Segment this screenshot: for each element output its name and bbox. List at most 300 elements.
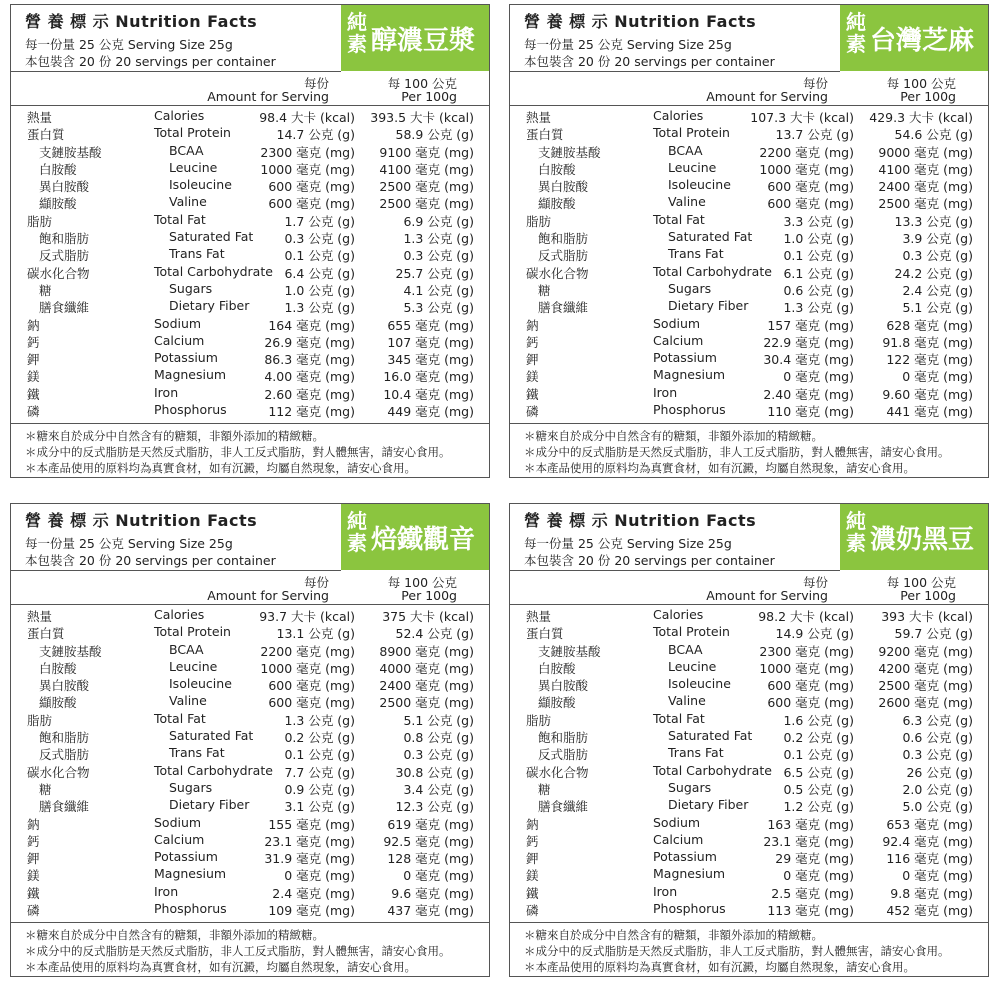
value-per-100g: 128 毫克 (mg) [387, 851, 474, 867]
value-per-100g: 4100 毫克 (mg) [878, 161, 973, 177]
nutrient-name-en: Phosphorus [653, 402, 726, 418]
nutrient-row [510, 711, 988, 728]
value-per-serving: 1.0 公克 (g) [783, 231, 854, 247]
value-per-100g: 5.1 公克 (g) [902, 300, 973, 316]
nutrient-name-zh: 鐵 [27, 386, 40, 402]
value-per-serving: 4.00 毫克 (mg) [264, 369, 355, 385]
nutrient-name-en: Total Protein [154, 624, 231, 640]
nutrient-name-en: Saturated Fat [668, 728, 753, 744]
value-per-serving: 600 毫克 (mg) [268, 695, 355, 711]
value-per-serving: 14.7 公克 (g) [276, 127, 355, 143]
value-per-serving: 93.7 大卡 (kcal) [259, 609, 355, 624]
nutrient-name-zh: 反式脂肪 [538, 248, 589, 264]
value-per-100g: 2500 毫克 (mg) [379, 695, 474, 711]
nutrient-name-zh: 磷 [526, 903, 539, 919]
nutrient-name-en: Total Carbohydrate [653, 762, 772, 778]
footnote: ＊成分中的反式脂肪是天然反式脂肪，非人工反式脂肪，對人體無害，請安心食用。 [524, 445, 950, 459]
footnote: ＊成分中的反式脂肪是天然反式脂肪，非人工反式脂肪，對人體無害，請安心食用。 [25, 445, 451, 459]
product-badge [840, 5, 988, 71]
value-per-100g: 52.4 公克 (g) [395, 626, 474, 642]
value-per-100g: 0.3 公克 (g) [403, 248, 474, 264]
footnote: ＊糖來自於成分中自然含有的糖類，非額外添加的精緻糖。 [25, 928, 324, 942]
nutrient-row [11, 229, 489, 246]
nutrient-name-en: Potassium [653, 350, 717, 366]
value-per-serving: 1.2 公克 (g) [783, 799, 854, 815]
value-per-100g: 10.4 毫克 (mg) [383, 386, 474, 402]
col-per-100g-zh: 每 100 公克 [886, 575, 956, 590]
nutrient-name-en: Isoleucine [668, 676, 731, 692]
value-per-100g: 0.3 公克 (g) [403, 747, 474, 763]
value-per-serving: 0.1 公克 (g) [284, 248, 355, 264]
nutrient-row [510, 108, 988, 125]
nutrient-name-zh: 鉀 [526, 851, 539, 867]
nutrient-name-en: Total Protein [154, 125, 231, 141]
value-per-100g: 107 毫克 (mg) [387, 334, 474, 350]
nutrient-row [510, 780, 988, 797]
nutrient-row [510, 624, 988, 641]
nutrient-row [11, 659, 489, 676]
value-per-serving: 98.2 大卡 (kcal) [758, 609, 854, 624]
nutrient-name-zh: 鎂 [27, 369, 40, 385]
nutrient-name-zh: 鐵 [27, 885, 40, 901]
value-per-100g: 2500 毫克 (mg) [379, 196, 474, 212]
vegan-mark: 純素 [846, 10, 866, 56]
value-per-100g: 0.3 公克 (g) [902, 248, 973, 264]
value-per-serving: 1.7 公克 (g) [284, 213, 355, 229]
nutrition-panel [10, 4, 490, 478]
nutrient-row [510, 676, 988, 693]
value-per-serving: 600 毫克 (mg) [268, 678, 355, 694]
value-per-serving: 1.3 公克 (g) [783, 300, 854, 316]
nutrient-name-zh: 糖 [39, 282, 52, 298]
footnotes [11, 922, 489, 975]
value-per-serving: 1000 毫克 (mg) [759, 660, 854, 676]
nutrient-row [11, 728, 489, 745]
value-per-serving: 0.6 公克 (g) [783, 282, 854, 298]
nutrient-name-en: Sodium [653, 814, 701, 830]
value-per-serving: 14.9 公克 (g) [775, 626, 854, 642]
nutrient-name-zh: 異白胺酸 [538, 678, 589, 694]
nutrient-name-zh: 熱量 [526, 609, 552, 624]
value-per-serving: 0.3 公克 (g) [284, 231, 355, 247]
nutrient-name-zh: 鈣 [526, 833, 539, 849]
value-per-serving: 2.4 毫克 (mg) [272, 885, 355, 901]
value-per-serving: 163 毫克 (mg) [767, 816, 854, 832]
value-per-serving: 6.5 公克 (g) [783, 764, 854, 780]
nutrient-name-en: Magnesium [154, 866, 227, 882]
value-per-100g: 449 毫克 (mg) [387, 404, 474, 420]
value-per-serving: 600 毫克 (mg) [767, 695, 854, 711]
nutrient-name-zh: 異白胺酸 [39, 678, 90, 694]
value-per-serving: 23.1 毫克 (mg) [763, 833, 854, 849]
product-badge [341, 5, 489, 71]
col-per-100g-en: Per 100g [900, 588, 956, 603]
nutrient-row [11, 212, 489, 229]
nutrient-row [510, 194, 988, 211]
nutrient-row [11, 160, 489, 177]
value-per-serving: 2300 毫克 (mg) [759, 643, 854, 659]
footnote: ＊本產品使用的原料均為真實食材，如有沉澱，均屬自然現象，請安心食用。 [25, 461, 416, 475]
value-per-serving: 164 毫克 (mg) [268, 317, 355, 333]
value-per-100g: 9200 毫克 (mg) [878, 643, 973, 659]
value-per-serving: 600 毫克 (mg) [767, 196, 854, 212]
value-per-100g: 655 毫克 (mg) [387, 317, 474, 333]
nutrient-name-zh: 鎂 [526, 369, 539, 385]
nutrient-name-en: Dietary Fiber [668, 298, 749, 314]
nutrient-name-zh: 脂肪 [27, 712, 53, 728]
nutrient-name-zh: 異白胺酸 [39, 179, 90, 195]
nutrient-row [510, 901, 988, 918]
nutrient-name-en: BCAA [668, 142, 703, 158]
nutrient-row [510, 350, 988, 367]
nutrient-name-zh: 纈胺酸 [538, 695, 576, 711]
nutrient-name-zh: 鉀 [27, 851, 40, 867]
nutrient-name-zh: 蛋白質 [27, 626, 65, 642]
nutrient-row [11, 333, 489, 350]
value-per-serving: 98.4 大卡 (kcal) [259, 110, 355, 125]
value-per-serving: 107.3 大卡 (kcal) [750, 110, 854, 125]
value-per-100g: 2600 毫克 (mg) [878, 695, 973, 711]
nutrient-row [11, 676, 489, 693]
value-per-100g: 122 毫克 (mg) [886, 352, 973, 368]
nutrient-name-zh: 鐵 [526, 386, 539, 402]
nutrient-row [510, 728, 988, 745]
nutrient-row [11, 624, 489, 641]
nutrient-name-zh: 異白胺酸 [538, 179, 589, 195]
nutrient-name-en: BCAA [169, 641, 204, 657]
nutrient-name-en: Total Protein [653, 125, 730, 141]
value-per-100g: 116 毫克 (mg) [886, 851, 973, 867]
nutrient-row [510, 229, 988, 246]
nutrient-name-en: Isoleucine [169, 676, 232, 692]
footnotes [510, 922, 988, 975]
value-per-100g: 2500 毫克 (mg) [878, 678, 973, 694]
vegan-mark: 純素 [846, 509, 866, 555]
nutrient-name-en: Dietary Fiber [169, 298, 250, 314]
nutrient-row [11, 763, 489, 780]
nutrient-row [11, 693, 489, 710]
value-per-serving: 6.4 公克 (g) [284, 265, 355, 281]
value-per-serving: 2.40 毫克 (mg) [763, 386, 854, 402]
nutrient-name-zh: 鈉 [27, 816, 40, 832]
value-per-100g: 4100 毫克 (mg) [379, 161, 474, 177]
value-per-serving: 30.4 毫克 (mg) [763, 352, 854, 368]
nutrient-name-en: Total Carbohydrate [154, 263, 273, 279]
value-per-serving: 1.0 公克 (g) [284, 282, 355, 298]
nutrient-name-en: Trans Fat [668, 745, 724, 761]
footnote: ＊成分中的反式脂肪是天然反式脂肪，非人工反式脂肪，對人體無害，請安心食用。 [25, 944, 451, 958]
nutrient-name-en: Saturated Fat [169, 728, 254, 744]
value-per-serving: 1.6 公克 (g) [783, 712, 854, 728]
nutrient-name-zh: 糖 [538, 282, 551, 298]
nutrient-name-en: BCAA [668, 641, 703, 657]
nutrient-row [510, 797, 988, 814]
nutrient-row [510, 849, 988, 866]
nutrient-name-zh: 飽和脂肪 [39, 730, 90, 746]
nutrient-name-en: Saturated Fat [169, 229, 254, 245]
nutrient-name-zh: 鈣 [27, 833, 40, 849]
value-per-100g: 628 毫克 (mg) [886, 317, 973, 333]
product-name: 台灣芝麻 [870, 26, 975, 56]
value-per-serving: 2.5 毫克 (mg) [771, 885, 854, 901]
nutrient-name-en: Total Carbohydrate [653, 263, 772, 279]
nutrient-name-zh: 支鏈胺基酸 [39, 643, 102, 659]
value-per-100g: 0.6 公克 (g) [902, 730, 973, 746]
value-per-serving: 1000 毫克 (mg) [260, 660, 355, 676]
nutrient-name-en: Sodium [154, 315, 202, 331]
nutrient-name-en: Phosphorus [154, 402, 227, 418]
nutrient-name-en: Iron [154, 384, 179, 400]
nutrient-row [510, 316, 988, 333]
value-per-100g: 25.7 公克 (g) [395, 265, 474, 281]
value-per-serving: 13.1 公克 (g) [276, 626, 355, 642]
servings-per-container: 本包裝含 20 份 20 servings per container [524, 54, 775, 69]
nutrient-name-en: Sugars [169, 280, 213, 296]
value-per-100g: 91.8 毫克 (mg) [882, 334, 973, 350]
nutrient-row [510, 693, 988, 710]
nutrient-name-en: Calories [154, 607, 205, 622]
panel-header [510, 5, 840, 72]
value-per-100g: 2500 毫克 (mg) [878, 196, 973, 212]
nutrient-name-zh: 蛋白質 [27, 127, 65, 143]
value-per-100g: 58.9 公克 (g) [395, 127, 474, 143]
nutrient-name-en: Valine [169, 693, 207, 709]
nutrient-row [510, 333, 988, 350]
nutrient-name-en: Magnesium [154, 367, 227, 383]
label-title: 營 養 標 示 Nutrition Facts [524, 12, 757, 31]
nutrient-name-zh: 鈉 [526, 317, 539, 333]
value-per-serving: 0 毫克 (mg) [284, 868, 355, 884]
value-per-serving: 2200 毫克 (mg) [759, 144, 854, 160]
value-per-100g: 24.2 公克 (g) [894, 265, 973, 281]
nutrient-name-zh: 飽和脂肪 [538, 231, 589, 247]
value-per-100g: 12.3 公克 (g) [395, 799, 474, 815]
nutrient-name-zh: 脂肪 [526, 712, 552, 728]
nutrient-name-zh: 碳水化合物 [526, 265, 589, 281]
nutrient-row [510, 763, 988, 780]
nutrient-row [510, 832, 988, 849]
nutrient-name-en: Valine [668, 693, 706, 709]
nutrient-name-zh: 熱量 [27, 609, 53, 624]
value-per-serving: 13.7 公克 (g) [775, 127, 854, 143]
nutrient-name-zh: 反式脂肪 [39, 747, 90, 763]
nutrient-table [510, 607, 988, 918]
nutrient-row [11, 108, 489, 125]
nutrient-row [510, 884, 988, 901]
nutrient-name-zh: 飽和脂肪 [39, 231, 90, 247]
nutrient-name-en: Iron [154, 883, 179, 899]
nutrient-name-en: Leucine [169, 658, 218, 674]
label-title: 營 養 標 示 Nutrition Facts [25, 12, 258, 31]
value-per-serving: 109 毫克 (mg) [268, 903, 355, 919]
nutrient-name-zh: 熱量 [27, 110, 53, 125]
nutrient-row [11, 780, 489, 797]
value-per-100g: 26 公克 (g) [906, 764, 973, 780]
value-per-100g: 0 毫克 (mg) [902, 868, 973, 884]
nutrient-row [510, 264, 988, 281]
nutrient-name-zh: 膳食纖維 [538, 300, 589, 316]
nutrient-row [11, 194, 489, 211]
panel-header [11, 504, 341, 571]
product-name: 焙鐵觀音 [371, 525, 476, 555]
value-per-serving: 0.5 公克 (g) [783, 781, 854, 797]
nutrient-name-zh: 鉀 [526, 352, 539, 368]
value-per-serving: 600 毫克 (mg) [268, 179, 355, 195]
panel-header [510, 504, 840, 571]
nutrient-name-en: Calcium [154, 831, 205, 847]
nutrient-row [510, 298, 988, 315]
col-per-serving-zh: 每份 [802, 575, 828, 590]
nutrient-name-zh: 鉀 [27, 352, 40, 368]
value-per-serving: 3.1 公克 (g) [284, 799, 355, 815]
nutrient-row [510, 659, 988, 676]
nutrient-row [11, 832, 489, 849]
value-per-100g: 393 大卡 (kcal) [881, 609, 973, 624]
nutrient-name-zh: 支鏈胺基酸 [538, 144, 601, 160]
nutrient-row [11, 246, 489, 263]
value-per-100g: 619 毫克 (mg) [387, 816, 474, 832]
value-per-serving: 7.7 公克 (g) [284, 764, 355, 780]
col-per-serving-en: Amount for Serving [706, 89, 828, 104]
nutrient-name-zh: 鈉 [526, 816, 539, 832]
nutrient-name-zh: 鐵 [526, 885, 539, 901]
nutrient-name-en: Trans Fat [668, 246, 724, 262]
nutrient-name-zh: 膳食纖維 [538, 799, 589, 815]
nutrient-table [11, 108, 489, 419]
nutrient-row [11, 281, 489, 298]
value-per-serving: 1.3 公克 (g) [284, 300, 355, 316]
nutrient-name-en: Leucine [668, 658, 717, 674]
nutrition-panel [10, 503, 490, 977]
nutrient-name-zh: 白胺酸 [538, 660, 576, 676]
nutrient-row [11, 849, 489, 866]
footnote: ＊本產品使用的原料均為真實食材，如有沉澱，均屬自然現象，請安心食用。 [25, 960, 416, 974]
nutrient-row [11, 884, 489, 901]
product-badge [840, 504, 988, 570]
nutrient-name-en: Iron [653, 883, 678, 899]
value-per-serving: 2300 毫克 (mg) [260, 144, 355, 160]
value-per-100g: 0.8 公克 (g) [403, 730, 474, 746]
value-per-100g: 441 毫克 (mg) [886, 404, 973, 420]
value-per-serving: 2200 毫克 (mg) [260, 643, 355, 659]
nutrient-name-en: Magnesium [653, 367, 726, 383]
value-per-serving: 0.1 公克 (g) [783, 248, 854, 264]
nutrient-name-en: Calories [653, 607, 704, 622]
serving-size: 每一份量 25 公克 Serving Size 25g [25, 536, 233, 551]
value-per-serving: 1.3 公克 (g) [284, 712, 355, 728]
col-per-100g-en: Per 100g [401, 89, 457, 104]
nutrient-name-en: Total Fat [154, 211, 206, 227]
value-per-100g: 92.5 毫克 (mg) [383, 833, 474, 849]
value-per-100g: 6.3 公克 (g) [902, 712, 973, 728]
value-per-serving: 2.60 毫克 (mg) [264, 386, 355, 402]
nutrient-name-en: Total Carbohydrate [154, 762, 273, 778]
nutrient-name-en: Calcium [154, 332, 205, 348]
nutrient-row [510, 745, 988, 762]
nutrient-row [11, 745, 489, 762]
nutrient-row [510, 160, 988, 177]
nutrient-row [510, 367, 988, 384]
col-per-serving-en: Amount for Serving [706, 588, 828, 603]
nutrient-row [11, 177, 489, 194]
nutrient-name-zh: 脂肪 [526, 213, 552, 229]
servings-per-container: 本包裝含 20 份 20 servings per container [25, 54, 276, 69]
nutrient-name-zh: 白胺酸 [39, 660, 77, 676]
value-per-100g: 59.7 公克 (g) [894, 626, 973, 642]
value-per-serving: 86.3 毫克 (mg) [264, 352, 355, 368]
nutrient-name-en: Magnesium [653, 866, 726, 882]
value-per-serving: 1000 毫克 (mg) [759, 161, 854, 177]
nutrient-name-zh: 鎂 [526, 868, 539, 884]
nutrient-row [510, 177, 988, 194]
value-per-serving: 0.1 公克 (g) [284, 747, 355, 763]
value-per-100g: 4200 毫克 (mg) [878, 660, 973, 676]
value-per-100g: 9.8 毫克 (mg) [890, 885, 973, 901]
nutrient-name-en: Leucine [169, 159, 218, 175]
nutrient-row [11, 298, 489, 315]
nutrient-table [510, 108, 988, 419]
nutrient-name-zh: 支鏈胺基酸 [538, 643, 601, 659]
nutrient-name-zh: 膳食纖維 [39, 799, 90, 815]
nutrient-row [510, 246, 988, 263]
nutrient-name-en: Sugars [668, 280, 712, 296]
value-per-100g: 6.9 公克 (g) [403, 213, 474, 229]
col-per-serving-en: Amount for Serving [207, 588, 329, 603]
nutrient-name-zh: 白胺酸 [538, 161, 576, 177]
value-per-serving: 113 毫克 (mg) [767, 903, 854, 919]
nutrient-row [11, 367, 489, 384]
footnotes [11, 423, 489, 476]
nutrient-row [510, 212, 988, 229]
value-per-100g: 452 毫克 (mg) [886, 903, 973, 919]
nutrient-name-en: Potassium [154, 849, 218, 865]
nutrition-panel [509, 4, 989, 478]
value-per-serving: 157 毫克 (mg) [767, 317, 854, 333]
col-per-serving-en: Amount for Serving [207, 89, 329, 104]
col-per-serving-zh: 每份 [802, 76, 828, 91]
nutrient-name-en: Calcium [653, 332, 704, 348]
footnote: ＊本產品使用的原料均為真實食材，如有沉澱，均屬自然現象，請安心食用。 [524, 461, 915, 475]
nutrient-name-en: Total Fat [154, 710, 206, 726]
value-per-100g: 0 毫克 (mg) [902, 369, 973, 385]
nutrient-name-zh: 纈胺酸 [39, 695, 77, 711]
value-per-100g: 345 毫克 (mg) [387, 352, 474, 368]
footnotes [510, 423, 988, 476]
nutrient-name-zh: 碳水化合物 [27, 265, 90, 281]
value-per-100g: 2400 毫克 (mg) [878, 179, 973, 195]
footnote: ＊成分中的反式脂肪是天然反式脂肪，非人工反式脂肪，對人體無害，請安心食用。 [524, 944, 950, 958]
nutrient-row [11, 316, 489, 333]
value-per-serving: 600 毫克 (mg) [767, 179, 854, 195]
nutrient-row [11, 385, 489, 402]
nutrient-name-zh: 脂肪 [27, 213, 53, 229]
value-per-100g: 0.3 公克 (g) [902, 747, 973, 763]
value-per-100g: 9.6 毫克 (mg) [391, 885, 474, 901]
value-per-serving: 112 毫克 (mg) [268, 404, 355, 420]
nutrient-name-zh: 鈉 [27, 317, 40, 333]
nutrient-name-zh: 反式脂肪 [39, 248, 90, 264]
nutrient-name-zh: 蛋白質 [526, 626, 564, 642]
value-per-100g: 54.6 公克 (g) [894, 127, 973, 143]
nutrient-name-en: Trans Fat [169, 246, 225, 262]
nutrient-name-zh: 碳水化合物 [27, 764, 90, 780]
nutrient-name-en: Dietary Fiber [169, 797, 250, 813]
nutrient-name-en: Calories [154, 108, 205, 123]
value-per-100g: 0 毫克 (mg) [403, 868, 474, 884]
panel-header [11, 5, 341, 72]
value-per-serving: 0.9 公克 (g) [284, 781, 355, 797]
nutrient-name-zh: 碳水化合物 [526, 764, 589, 780]
